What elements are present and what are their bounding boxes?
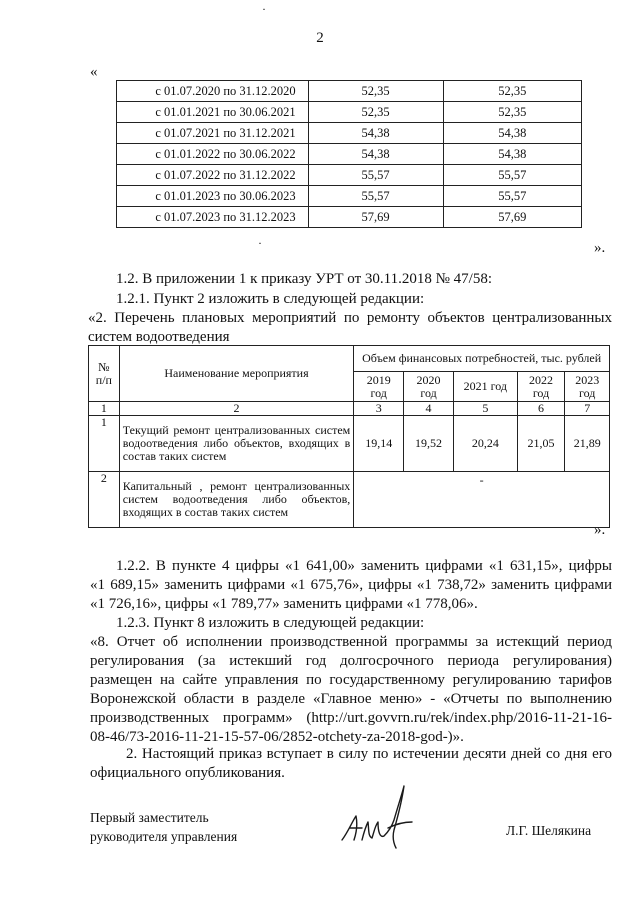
- p8-line5: производственных программ» (http://urt.govvrn.ru/rek/index.php/2016-11-21-16-: [90, 710, 612, 726]
- handwritten-signature: [338, 782, 418, 850]
- p8-line6: 08-46/73-2016-11-21-15-57-06/2852-otchety-za-2018-god-)».: [90, 729, 464, 745]
- year-header: 2023 год: [565, 372, 610, 402]
- index-cell: 1: [89, 402, 120, 416]
- list-title-line2: систем водоотведения: [88, 329, 230, 345]
- row-name: Капитальный , ремонт централизованных систем водоотведения либо объектов, входящих в состав таких систем: [119, 472, 354, 528]
- row-value: 20,24: [453, 416, 517, 472]
- signer-title: [90, 808, 237, 846]
- p8-line3: размещен на сайте управления по государственному регулированию тарифов: [90, 672, 612, 688]
- table-row: [117, 123, 582, 144]
- row-dash: -: [354, 472, 610, 528]
- col-name-header: Наименование мероприятия: [119, 346, 354, 402]
- table-row: [117, 186, 582, 207]
- table-row: [117, 165, 582, 186]
- year-header: 2020 год: [404, 372, 454, 402]
- period-cell: с 01.01.2021 по 30.06.2021: [117, 102, 309, 123]
- p8-line4: Воронежской области в разделе «Главное меню» - «Отчеты по выполнению: [90, 691, 612, 707]
- section-1-2-1: 1.2.1. Пункт 2 изложить в следующей редакции:: [116, 291, 425, 307]
- value-cell: 52,35: [308, 102, 443, 123]
- list-title-line1: «2. Перечень плановых мероприятий по ремонту объектов централизованных: [88, 310, 612, 326]
- value-cell: 54,38: [443, 144, 581, 165]
- value-cell: 55,57: [443, 186, 581, 207]
- year-header: 2019 год: [354, 372, 404, 402]
- table-row: [117, 207, 582, 228]
- value-cell: 54,38: [308, 144, 443, 165]
- value-cell: 57,69: [443, 207, 581, 228]
- table-row: [89, 416, 610, 472]
- table-row: [117, 102, 582, 123]
- row-value: 21,05: [517, 416, 565, 472]
- page-number: 2: [316, 30, 324, 46]
- row-name: Текущий ремонт централизованных систем водоотведения либо объектов, входящих в состав таких систем: [119, 416, 354, 472]
- period-cell: с 01.01.2022 по 30.06.2022: [117, 144, 309, 165]
- close-quote-1: ».: [594, 240, 606, 256]
- p-1-2-2-line1: 1.2.2. В пункте 4 цифры «1 641,00» заменить цифрами «1 631,15», цифры: [116, 558, 612, 574]
- period-cell: с 01.01.2023 по 30.06.2023: [117, 186, 309, 207]
- value-cell: 52,35: [308, 81, 443, 102]
- value-cell: 55,57: [443, 165, 581, 186]
- signer-name: Л.Г. Шелякина: [506, 823, 592, 838]
- value-cell: 55,57: [308, 186, 443, 207]
- period-cell: с 01.07.2021 по 31.12.2021: [117, 123, 309, 144]
- year-header: 2021 год: [453, 372, 517, 402]
- value-cell: 57,69: [308, 207, 443, 228]
- row-num: 1: [89, 416, 120, 472]
- p2-line1: 2. Настоящий приказ вступает в силу по истечении десяти дней со дня его: [126, 746, 612, 762]
- p8-line1: «8. Отчет об исполнении производственной программы за истекщий период: [90, 634, 612, 650]
- p-1-2-2-line3: «1 726,16», цифры «1 789,77» заменить цифрами «1 778,06».: [90, 596, 478, 612]
- signer-title-line1: Первый заместитель: [90, 810, 209, 825]
- row-num: 2: [89, 472, 120, 528]
- row-value: 19,52: [404, 416, 454, 472]
- value-cell: 54,38: [308, 123, 443, 144]
- scan-dot-top: ·: [262, 2, 266, 16]
- p-1-2-3: 1.2.3. Пункт 8 изложить в следующей редакции:: [116, 615, 425, 631]
- p2-line2: официального опубликования.: [90, 765, 285, 781]
- index-cell: 3: [354, 402, 404, 416]
- period-cell: с 01.07.2022 по 31.12.2022: [117, 165, 309, 186]
- section-1-2: 1.2. В приложении 1 к приказу УРТ от 30.11.2018 № 47/58:: [116, 271, 493, 287]
- table-row: [89, 472, 610, 528]
- p-1-2-2-line2: «1 689,15» заменить цифрами «1 675,76», цифры «1 738,72» заменить цифрами: [90, 577, 612, 593]
- index-cell: 2: [119, 402, 354, 416]
- period-cell: с 01.07.2020 по 31.12.2020: [117, 81, 309, 102]
- scan-dot-mid: ·: [258, 236, 262, 250]
- plan-table: [88, 345, 610, 528]
- col-num-header: № п/п: [89, 346, 120, 402]
- row-value: 19,14: [354, 416, 404, 472]
- index-cell: 4: [404, 402, 454, 416]
- row-value: 21,89: [565, 416, 610, 472]
- value-cell: 55,57: [308, 165, 443, 186]
- period-cell: с 01.07.2023 по 31.12.2023: [117, 207, 309, 228]
- index-cell: 6: [517, 402, 565, 416]
- value-cell: 52,35: [443, 102, 581, 123]
- index-row: [89, 402, 610, 416]
- signer-title-line2: руководителя управления: [90, 829, 238, 844]
- open-quote: «: [90, 64, 98, 80]
- year-header: 2022 год: [517, 372, 565, 402]
- close-quote-2: ».: [594, 522, 606, 538]
- index-cell: 7: [565, 402, 610, 416]
- value-cell: 52,35: [443, 81, 581, 102]
- table-row: [117, 81, 582, 102]
- p8-line2: регулирования (за истекший год долгосрочного периода регулирования): [90, 653, 612, 669]
- value-cell: 54,38: [443, 123, 581, 144]
- tariff-table: [116, 80, 582, 228]
- col-volume-header: Объем финансовых потребностей, тыс. рублей: [354, 346, 610, 372]
- index-cell: 5: [453, 402, 517, 416]
- table-row: [117, 144, 582, 165]
